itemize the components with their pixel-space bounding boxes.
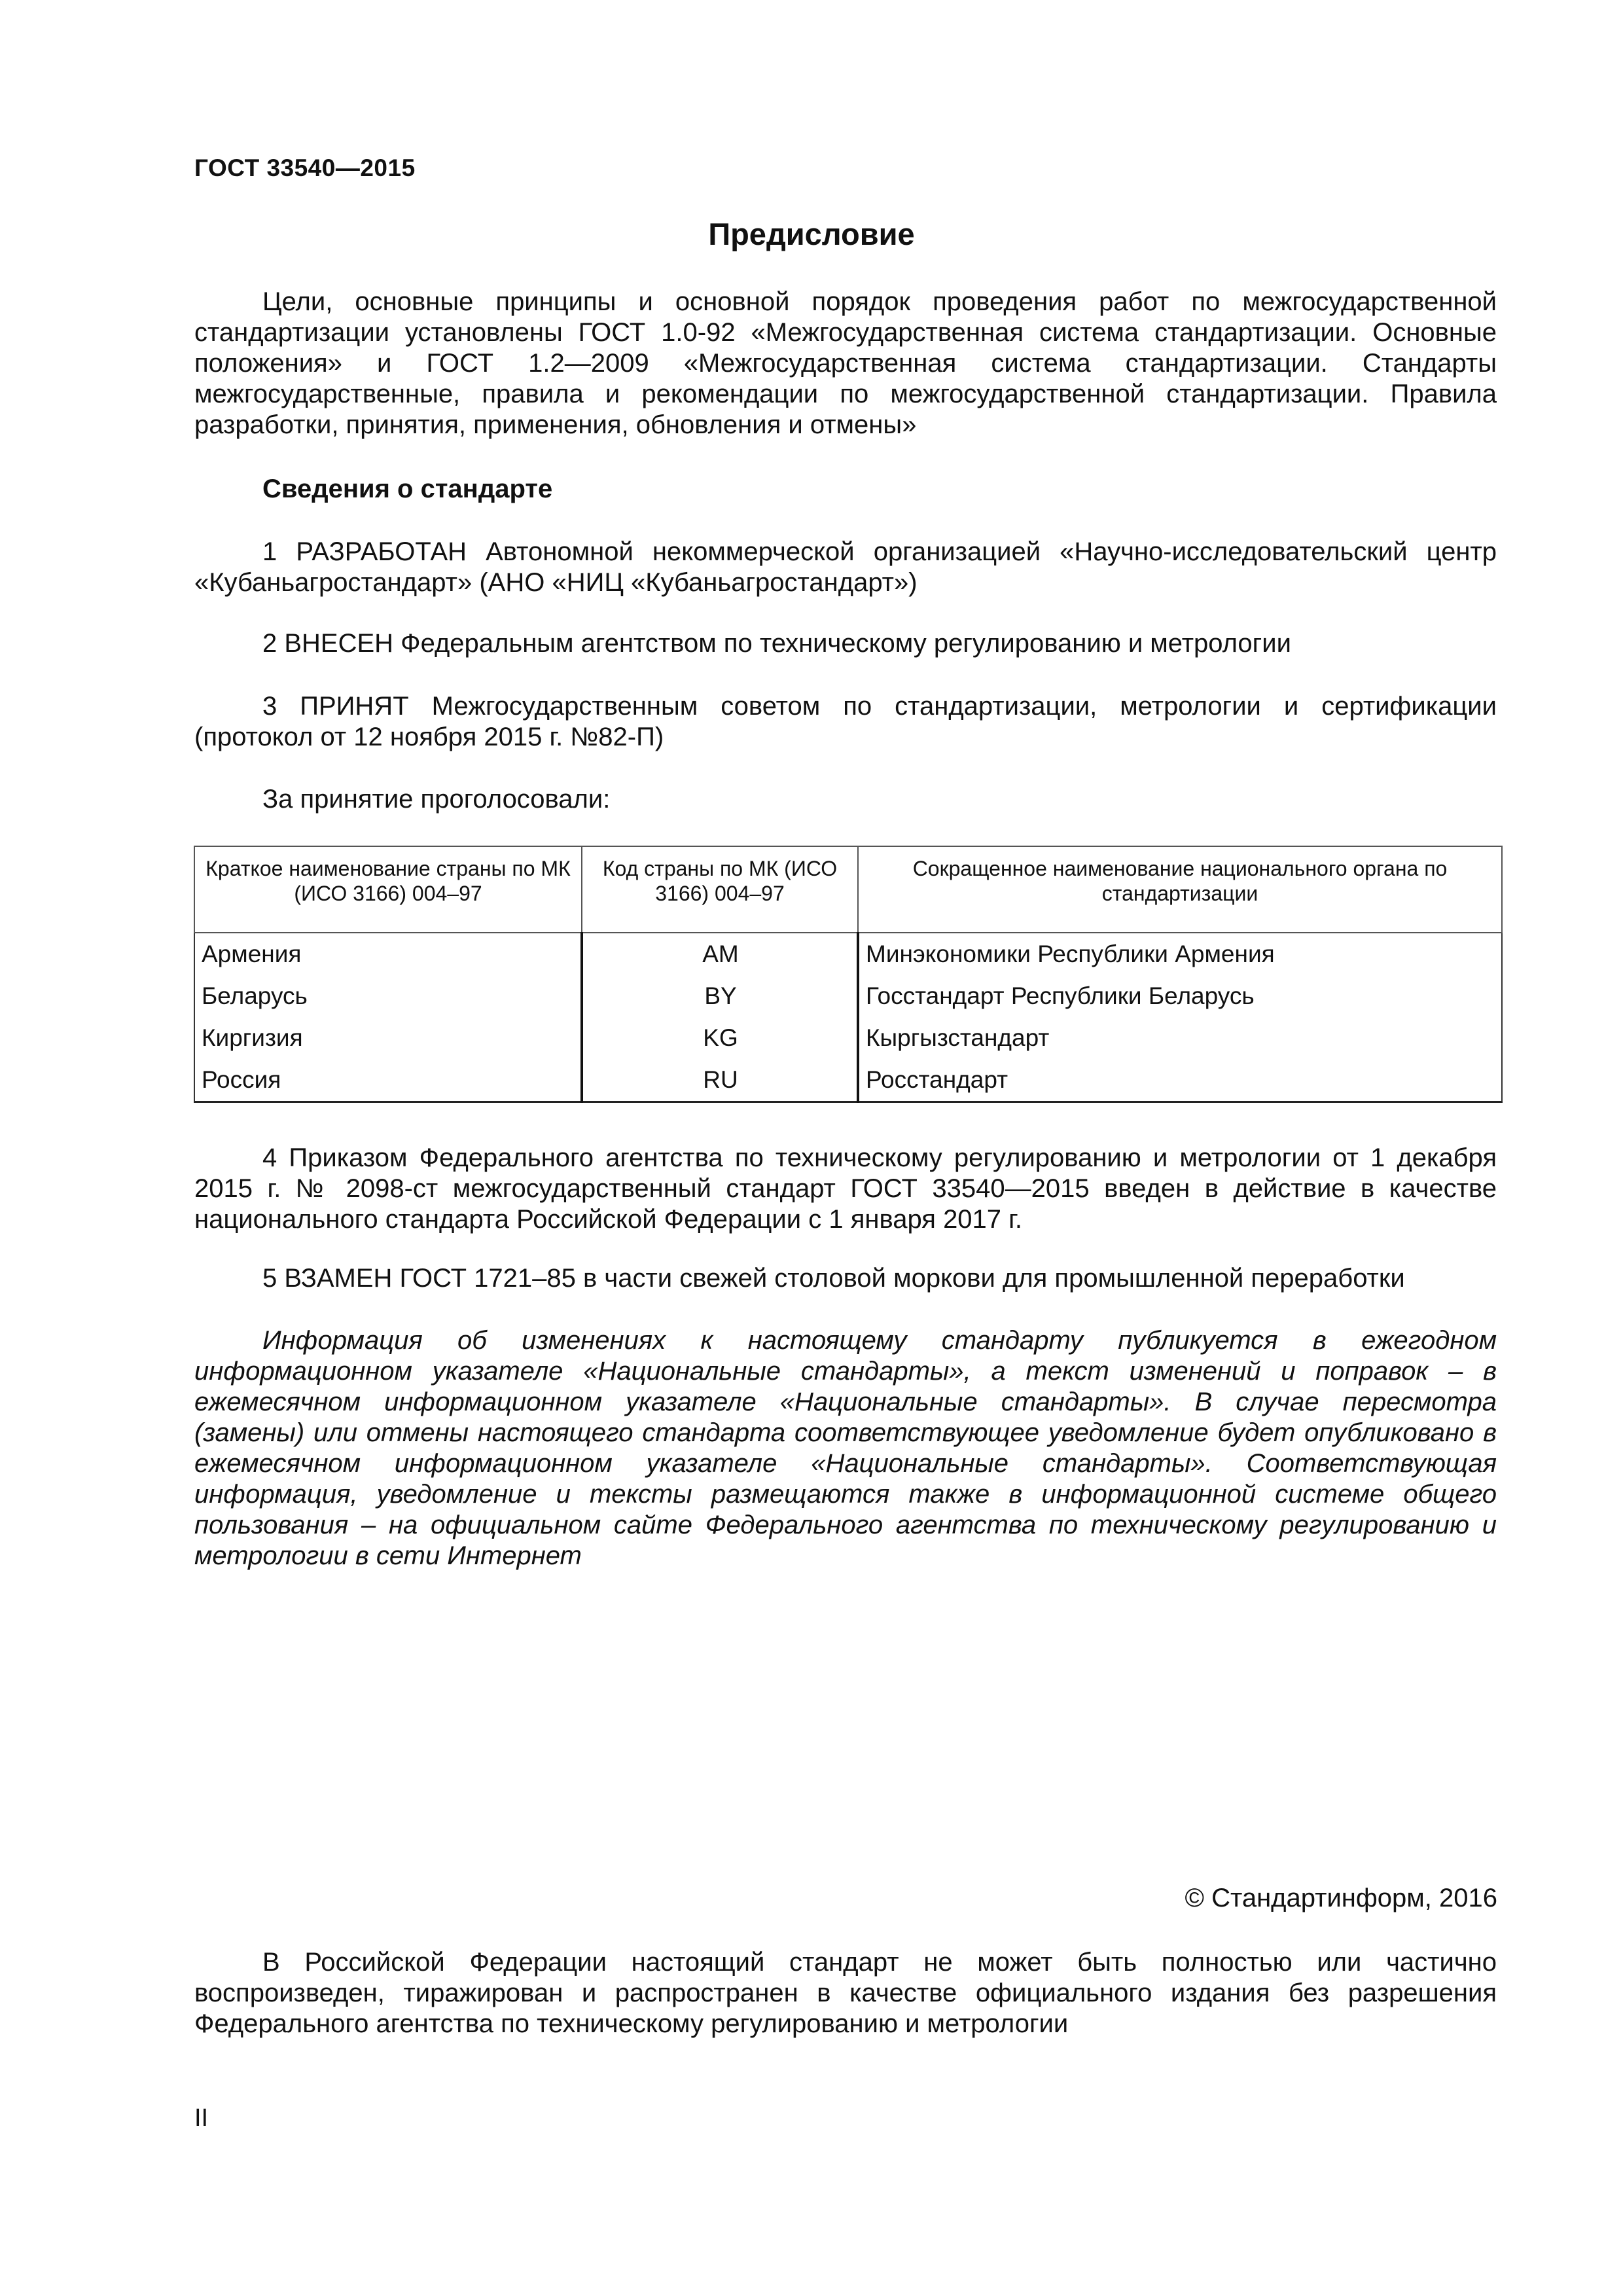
info-heading: Сведения о стандарте [262, 475, 553, 503]
rights-notice: В Российской Федерации настоящий стандарт не может быть полностью или частично воспроизведен, тиражирован и распространен в качестве официального издания без разрешения Федерального агентства по техническому регулированию и метрологии [194, 1948, 1497, 2038]
table-header-authority: Сокращенное наименование национального органа по стандартизации [858, 846, 1502, 933]
table-cell-code: KG [582, 1017, 858, 1059]
table-cell-country: Армения [194, 933, 582, 975]
table-row [194, 975, 1502, 1017]
table-cell-country: Беларусь [194, 975, 582, 1017]
table-cell-authority: Госстандарт Республики Беларусь [858, 975, 1502, 1017]
table-header-code: Код страны по МК (ИСО 3166) 004–97 [582, 846, 858, 933]
item-submitted: 2 ВНЕСЕН Федеральным агентством по техническому регулированию и метрологии [262, 629, 1291, 658]
page-number: II [194, 2104, 209, 2132]
item-replaces: 5 ВЗАМЕН ГОСТ 1721–85 в части свежей столовой моркови для промышленной переработки [262, 1264, 1405, 1293]
table-row [194, 933, 1502, 975]
intro-paragraph: Цели, основные принципы и основной порядок проведения работ по межгосударственной стандартизации установлены ГОСТ 1.0-92 «Межгосударственная система стандартизации. Основные положения» и ГОСТ 1.2—2009 «Межгосударственная система стандартизации. Стандарты межгосударственные, правила и рекомендации по межгосударственной стандартизации. Правила разработки, принятия, применения, обновления и отмены» [194, 287, 1497, 439]
table-cell-code: BY [582, 975, 858, 1017]
page-title: Предисловие [708, 217, 915, 251]
voted-label: За принятие проголосовали: [262, 785, 611, 814]
table-cell-country: Киргизия [194, 1017, 582, 1059]
table-cell-authority: Росстандарт [858, 1059, 1502, 1102]
table-row [194, 1017, 1502, 1059]
table-cell-authority: Минэкономики Республики Армения [858, 933, 1502, 975]
table-cell-code: AM [582, 933, 858, 975]
table-cell-authority: Кыргызстандарт [858, 1017, 1502, 1059]
table-header-row [194, 846, 1502, 933]
voting-table [194, 846, 1503, 1103]
copyright: © Стандартинформ, 2016 [1185, 1884, 1497, 1912]
item-adopted: 3 ПРИНЯТ Межгосударственным советом по стандартизации, метрологии и сертификации (протокол от 12 ноября 2015 г. №82-П) [194, 692, 1497, 751]
table-row [194, 1059, 1502, 1102]
document-code: ГОСТ 33540—2015 [194, 154, 416, 181]
table-cell-country: Россия [194, 1059, 582, 1102]
changes-note: Информация об изменениях к настоящему стандарту публикуется в ежегодном информационном указателе «Национальные стандарты», а текст изменений и поправок – в ежемесячном информационном указателе «Национальные стандарты». В случае пересмотра (замены) или отмены настоящего стандарта соответствующее уведомление будет опубликовано в ежемесячном информационном указателе «Национальные стандарты». Соответствующая информация, уведомление и тексты размещаются также в информационной системе общего пользования – на официальном сайте Федерального агентства по техническому регулированию и метрологии в сети Интернет [194, 1326, 1497, 1570]
table-cell-code: RU [582, 1059, 858, 1102]
item-enacted: 4 Приказом Федерального агентства по техническому регулированию и метрологии от 1 декабря 2015 г. № 2098-ст межгосударственный стандарт ГОСТ 33540—2015 введен в действие в качестве национального стандарта Российской Федерации с 1 января 2017 г. [194, 1143, 1497, 1234]
item-developed: 1 РАЗРАБОТАН Автономной некоммерческой организацией «Научно-исследовательский центр «Кубаньагростандарт» (АНО «НИЦ «Кубаньагростандарт») [194, 537, 1497, 597]
table-header-country: Краткое наименование страны по МК (ИСО 3166) 004–97 [194, 846, 582, 933]
